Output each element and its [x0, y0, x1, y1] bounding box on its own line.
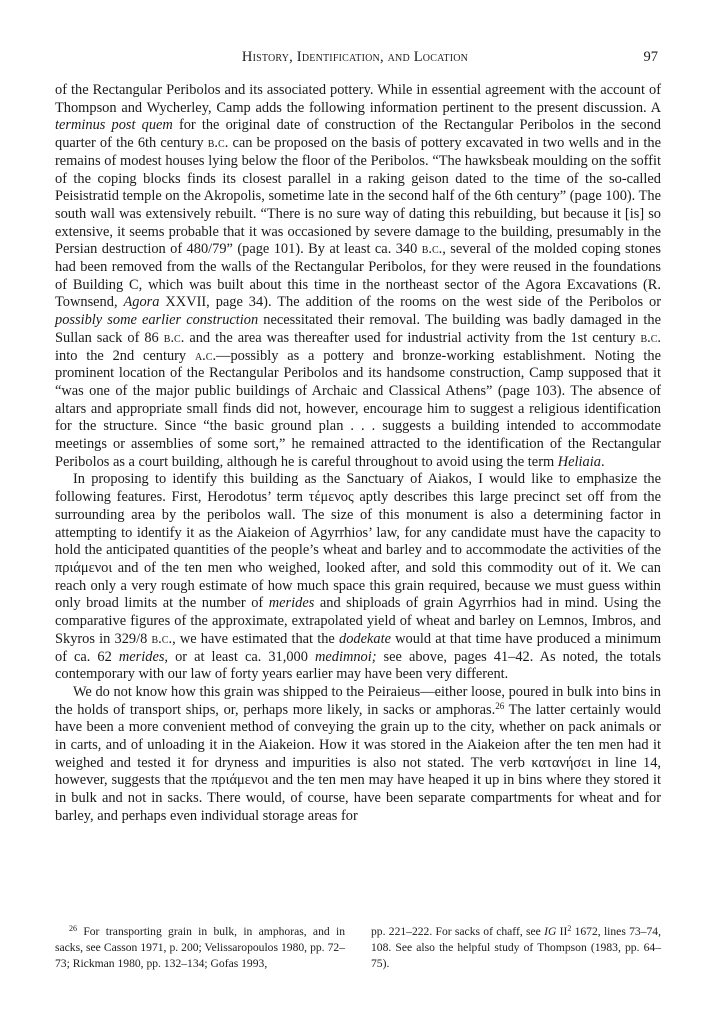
- era-abbrev: b.c.: [151, 630, 173, 647]
- footnotes: [55, 924, 661, 971]
- italic-term: possibly some earlier construction: [55, 312, 259, 329]
- era-abbrev: b.c.: [163, 329, 185, 346]
- paragraph-1: of the Rectangular Peribolos and its associated pottery. While in essential agreement with the account of Thompson and Wycherley, Camp adds the following information pertinent to the present discussion. A terminus post quem for the original date of construction of the Rectangular Peribolos in the second quarter of the 6th century b.c. can be proposed on the basis of pottery excavated in two wells and in the remains of modest houses lying below the floor of the Peribolos. “The hawksbeak moulding on the soffit of the coping blocks finds its closest parallel in a raking geison dated to the time of the so-called Peisistratid temple on the Akropolis, sometime late in the second half of the 6th century” (page 100). The south wall was extensively rebuilt. “There is no sure way of dating this rebuilding, but because it [is] so extensive, it seems probable that it was occasioned by severe damage to the building, presumably in the Persian destruction of 480/79” (page 101). By at least ca. 340 b.c., several of the molded coping stones had been removed from the walls of the Rectangular Peribolos, for they were reused in the foundations of Building C, which was built about this time in the northeast sector of the Agora Excavations (R. Townsend, Agora XXVII, page 34). The addition of the rooms on the west side of the Peribolos or possibly some earlier construction necessitated their removal. The building was badly damaged in the Sullan sack of 86 b.c. and the area was thereafter used for industrial activity from the 1st century b.c. into the 2nd century a.c.—possibly as a pottery and bronze-working establishment. Noting the prominent location of the Rectangular Peribolos and its handsome construction, Camp supposed that it “was one of the major public buildings of Archaic and Classical Athens” (page 103). The absence of altars and appropriate small finds did not, however, encourage him to suggest a religious identification for the structure. Since “the basic ground plan . . . suggests a building intended to accommodate meetings or assemblies of some sort,” he remained attracted to the identification of the Rectangular Peribolos as a court building, although he is careful throughout to avoid using the term Heliaia.: [55, 82, 662, 470]
- era-abbrev: a.c.: [194, 347, 217, 364]
- greek-term: πριάμενοι: [211, 772, 269, 789]
- italic-term: merides: [268, 595, 315, 612]
- italic-term: merides,: [118, 648, 169, 665]
- footnote-number: 26: [69, 924, 77, 933]
- italic-term: Heliaia: [557, 453, 601, 470]
- italic-term: IG: [544, 925, 557, 938]
- italic-term: medimnoi;: [314, 648, 377, 665]
- paragraph-3: We do not know how this grain was shipped to the Peiraieus—either loose, poured in bulk into bins in the holds of transport ships, or, perhaps more likely, in sacks or amphoras.$^{26}$ The latter certainly would have been a more convenient method of conveying the grain up to the city, whether on pack animals or in carts, and of unloading it in the Aiakeion. How it was stored in the Aiakeion after the ten men had it weighed and tested it for dryness and impurities is also not stated. The verb κατανήσει in line 14, however, suggests that the πριάμενοι and the ten men may have heaped it up in bins where they stored it in bulk and not in sacks. There would, of course, have been separate compartments for wheat and for barley, and perhaps even individual storage areas for: [55, 683, 661, 824]
- italic-term: terminus post quem: [55, 117, 173, 134]
- running-title: History, Identification, and Location: [241, 49, 469, 65]
- page-number: 97: [643, 49, 658, 65]
- era-abbrev: b.c.: [640, 329, 661, 346]
- greek-term: κατανήσει: [531, 754, 592, 771]
- footnote-marker[interactable]: 26: [495, 700, 505, 711]
- body-text: [55, 82, 661, 826]
- greek-term: πριάμενοι: [55, 559, 113, 576]
- running-head: [0, 49, 710, 69]
- italic-term: Agora: [123, 294, 160, 311]
- era-abbrev: b.c.: [421, 241, 443, 258]
- paragraph-2: In proposing to identify this building as the Sanctuary of Aiakos, I would like to emphasize the following features. First, Herodotus’ term τέμενος aptly describes this large precinct set off from the surrounding area by the peribolos wall. The size of this monument is also a determining factor in attempting to identify it as the Aiakeion of Agyrrhios’ law, for any candidate must have the capacity to hold the anticipated quantities of the people’s wheat and barley and to accommodate the activities of the πριάμενοι and of the ten men who weighed, looked after, and sold this commodity out of it. We can reach only a very rough estimate of how much space this grain required, because we must guess within only broad limits at the number of merides and shiploads of grain Agyrrhios had in mind. Using the comparative figures of the approximate, extrapolated yield of wheat and barley on Lemnos, Imbros, and Skyros in 329/8 b.c., we have estimated that the dodekate would at that time have produced a minimum of ca. 62 merides, or at least ca. 31,000 medimnoi; see above, pages 41–42. As noted, the totals contemporary with our law of forty years earlier may have been very different.: [55, 471, 662, 683]
- greek-term: τέμενος: [308, 489, 354, 506]
- footnote-column-2: pp. 221–222. For sacks of chaff, see IG $II^2$ 1672, lines 73–74, 108. See also the helpful study of Thompson (1983, pp. 64–75).: [371, 924, 662, 970]
- footnote-column-1: $^{26}$ For transporting grain in bulk, in amphoras, and in sacks, see Casson 1971, p. 200; Velissaropoulos 1980, pp. 72–73; Rickman 1980, pp. 132–134; Gofas 1993,: [55, 924, 345, 970]
- era-abbrev: b.c.: [207, 135, 229, 152]
- italic-term: dodekate: [339, 630, 391, 647]
